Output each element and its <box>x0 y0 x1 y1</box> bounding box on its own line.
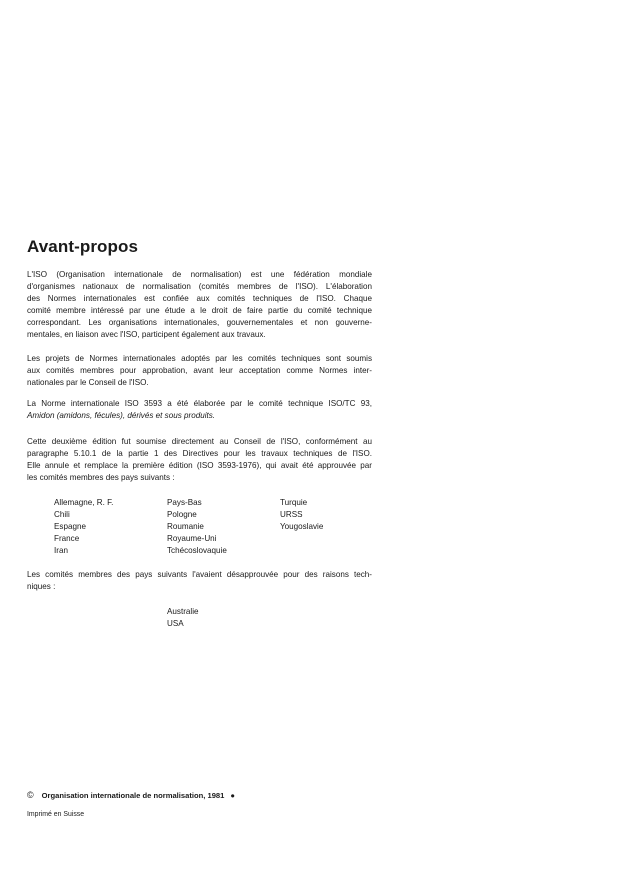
country-item: Espagne <box>54 521 86 531</box>
text-line: des Normes internationales est confiée aux comités techniques de l'ISO. Chaque <box>27 293 372 303</box>
copyright-icon: © <box>27 790 34 800</box>
country-item: Iran <box>54 545 68 555</box>
country-item: Yougoslavie <box>280 521 324 531</box>
text-line: niques : <box>27 581 56 591</box>
text-line: correspondant. Les organisations internationales, gouvernementales et non gouverne- <box>27 317 372 327</box>
text-line: comité membre intéressé par une étude a le droit de faire partie du comité technique <box>27 305 372 315</box>
text-line: Elle annule et remplace la première édition (ISO 3593-1976), qui avait été approuvée par <box>27 460 372 470</box>
country-item: USA <box>167 618 184 628</box>
country-item: Allemagne, R. F. <box>54 498 114 507</box>
copyright-text: Organisation internationale de normalisation, 1981 <box>41 791 225 800</box>
country-item: URSS <box>280 509 303 519</box>
text-line: paragraphe 5.10.1 de la partie 1 des Directives pour les travaux techniques de l'ISO. <box>27 448 372 458</box>
committee-title: Amidon (amidons, fécules), dérivés et sous produits. <box>27 410 216 420</box>
country-item: Royaume-Uni <box>167 533 217 543</box>
text-line: La Norme internationale ISO 3593 a été élaborée par le comité technique ISO/TC 93, <box>27 399 372 408</box>
country-item: Chili <box>54 509 70 519</box>
printed-in-notice: Imprimé en Suisse <box>27 811 85 818</box>
copyright-notice <box>27 790 235 800</box>
foreword-paragraph-approval <box>27 353 372 389</box>
text-line: les comités membres des pays suivants : <box>27 472 175 482</box>
country-item: France <box>54 533 80 543</box>
disapproving-countries <box>167 606 199 630</box>
approving-countries-column-1 <box>54 497 113 557</box>
text-line: L'ISO (Organisation internationale de normalisation) est une fédération mondiale <box>27 270 372 279</box>
country-item: Australie <box>167 607 199 616</box>
text-line: aux comités membres pour approbation, avant leur acceptation comme Normes inter- <box>27 365 372 375</box>
text-line: Les comités membres des pays suivants l'avaient désapprouvée pour des raisons tech- <box>27 570 372 579</box>
text-line: mentales, en liaison avec l'ISO, participent également aux travaux. <box>27 329 266 339</box>
approving-countries-column-3 <box>280 497 323 533</box>
country-item: Pologne <box>167 509 197 519</box>
foreword-paragraph-edition <box>27 436 372 484</box>
bullet-icon: ● <box>230 791 235 800</box>
approving-countries-column-2 <box>167 497 227 557</box>
foreword-paragraph-iso-description <box>27 269 372 340</box>
country-item: Turquie <box>280 498 308 507</box>
country-item: Pays-Bas <box>167 498 202 507</box>
text-line: nationales par le Conseil de l'ISO. <box>27 377 149 387</box>
page-title: Avant-propos <box>27 237 139 256</box>
text-line: d'organismes nationaux de normalisation (comités membres de l'ISO). L'élaboration <box>27 281 372 291</box>
country-item: Roumanie <box>167 521 204 531</box>
foreword-paragraph-disapproval <box>27 569 372 593</box>
text-line: Les projets de Normes internationales adoptés par les comités techniques sont soumis <box>27 354 372 363</box>
country-item: Tchécoslovaquie <box>167 545 227 555</box>
text-line: Cette deuxième édition fut soumise directement au Conseil de l'ISO, conformément au <box>27 437 372 446</box>
foreword-paragraph-committee <box>27 398 372 422</box>
